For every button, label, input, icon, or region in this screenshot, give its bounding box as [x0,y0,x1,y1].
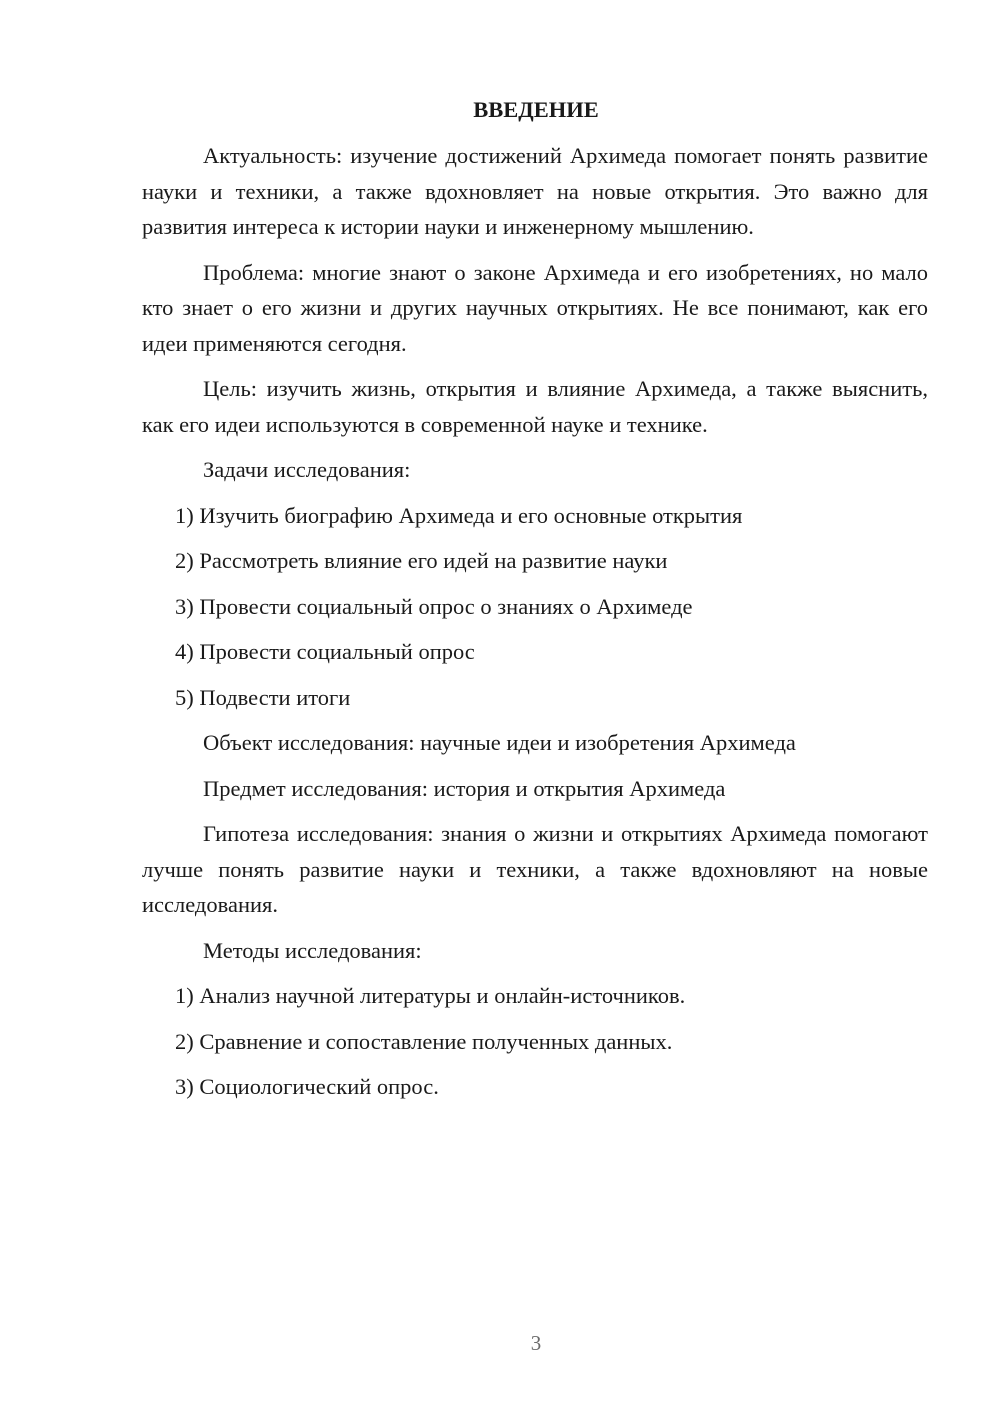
methods-list [142,978,928,1105]
section-title: ВВЕДЕНИЕ [473,97,599,122]
subject-line: Предмет исследования: история и открытия Архимеда [203,775,726,801]
methods-heading: Методы исследования: [203,937,422,963]
task-item: 4) Провести социальный опрос [175,639,475,664]
task-item: 3) Провести социальный опрос о знаниях о Архимеде [175,593,693,619]
task-item: 5) Подвести итоги [175,684,351,710]
page-number: 3 [530,1331,542,1355]
goal-paragraph: Цель: изучить жизнь, открытия и влияние Архимеда, а также выяснить, как его идеи используются в современной науке и технике. [142,376,928,437]
method-item: 3) Социологический опрос. [175,1074,439,1099]
document-page [142,92,928,1115]
tasks-heading: Задачи исследования: [203,457,411,482]
hypothesis-paragraph: Гипотеза исследования: знания о жизни и открытиях Архимеда помогают лучше понять развитие науки и техники, а также вдохновляют на новые исследования. [142,821,928,917]
method-item: 2) Сравнение и сопоставление полученных данных. [175,1028,673,1054]
task-item: 1) Изучить биографию Архимеда и его основные открытия [175,502,743,528]
object-line: Объект исследования: научные идеи и изобретения Архимеда [203,730,796,755]
method-item: 1) Анализ научной литературы и онлайн-источников. [175,983,686,1008]
task-item: 2) Рассмотреть влияние его идей на развитие науки [175,548,668,573]
relevance-paragraph: Актуальность: изучение достижений Архимеда помогает понять развитие науки и техники, а также вдохновляет на новые открытия. Это важно для развития интереса к истории науки и инженерному мышлению. [142,143,928,239]
problem-paragraph: Проблема: многие знают о законе Архимеда и его изобретениях, но мало кто знает о его жизни и других научных открытиях. Не все понимают, как его идеи применяются сегодня. [142,259,928,356]
tasks-list [142,498,928,716]
